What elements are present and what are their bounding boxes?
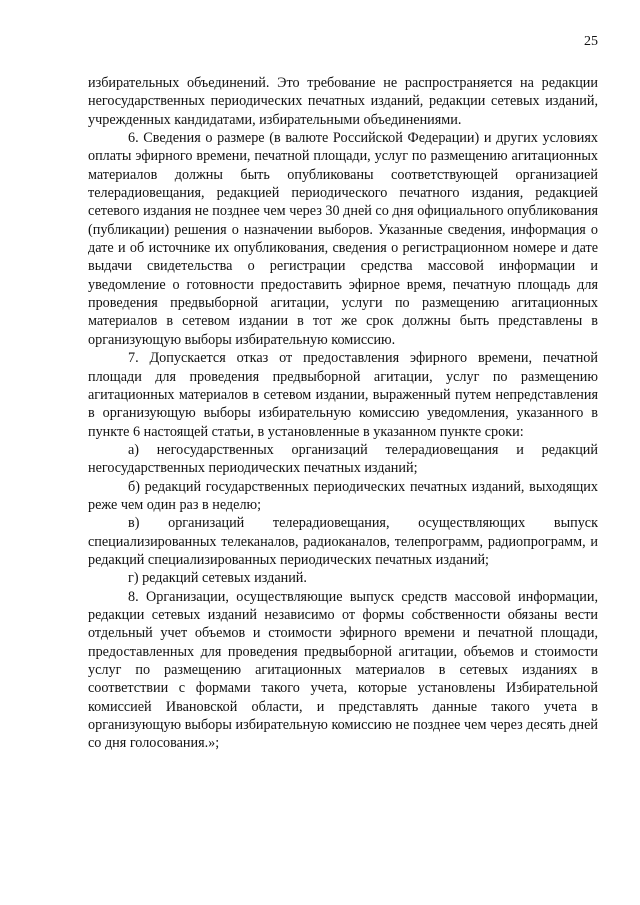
paragraph-item-7: 7. Допускается отказ от предоставления эфирного времени, печатной площади для проведения предвыборной агитации, услуг по размещению агитационных материалов в сетевом издании, выраженный путем непредставления в организующую выборы избирательную комиссию уведомления, указанного в пункте 6 настоящей статьи, в установленные в указанном пункте сроки:	[88, 350, 598, 440]
subparagraph-b: б) редакций государственных периодических печатных изданий, выходящих реже чем один раз в неделю;	[88, 478, 598, 513]
paragraph-continuation: избирательных объединений. Это требование не распространяется на редакции негосударственных периодических печатных изданий, редакции сетевых изданий, учрежденных кандидатами, избирательными объединениями.	[88, 75, 598, 128]
subparagraph-a: а) негосударственных организаций телерадиовещания и редакций негосударственных периодических печатных изданий;	[88, 441, 598, 477]
subparagraph-v: в) организаций телерадиовещания, осуществляющих выпуск специализированных телеканалов, радиоканалов, телепрограмм, радиопрограмм, и редакций специализированных периодических печатных изданий;	[88, 515, 598, 568]
paragraph-item-6: 6. Сведения о размере (в валюте Российской Федерации) и других условиях оплаты эфирного времени, печатной площади, услуг по размещению агитационных материалов должны быть опубликованы соответствующей организацией телерадиовещания, редакцией периодического печатного издания, редакцией сетевого издания не позднее чем через 30 дней со дня официального опубликования (публикации) решения о назначении выборов. Указанные сведения, информация о дате и об источнике их опубликования, сведения о регистрационном номере и дате выдачи свидетельства о регистрации средства массовой информации и уведомление о готовности предоставить эфирное время, печатную площадь для проведения предвыборной агитации, услуги по размещению агитационных материалов в сетевом издании в тот же срок должны быть представлены в организующую выборы избирательную комиссию.	[88, 130, 598, 348]
page-number: 25	[584, 34, 598, 49]
paragraph-item-8: 8. Организации, осуществляющие выпуск средств массовой информации, редакции сетевых изданий независимо от формы собственности обязаны вести отдельный учет объемов и стоимости эфирного времени и печатной площади, предоставленных для проведения предвыборной агитации, объемов и стоимости услуг по размещению агитационных материалов в сетевых изданиях в соответствии с формами такого учета, которые установлены Избирательной комиссией Ивановской области, и представлять данные такого учета в организующую выборы избирательную комиссию не позднее чем через десять дней со дня голосования.»;	[88, 588, 598, 752]
subparagraph-g: г) редакций сетевых изданий.	[128, 570, 307, 587]
document-body	[88, 74, 598, 753]
